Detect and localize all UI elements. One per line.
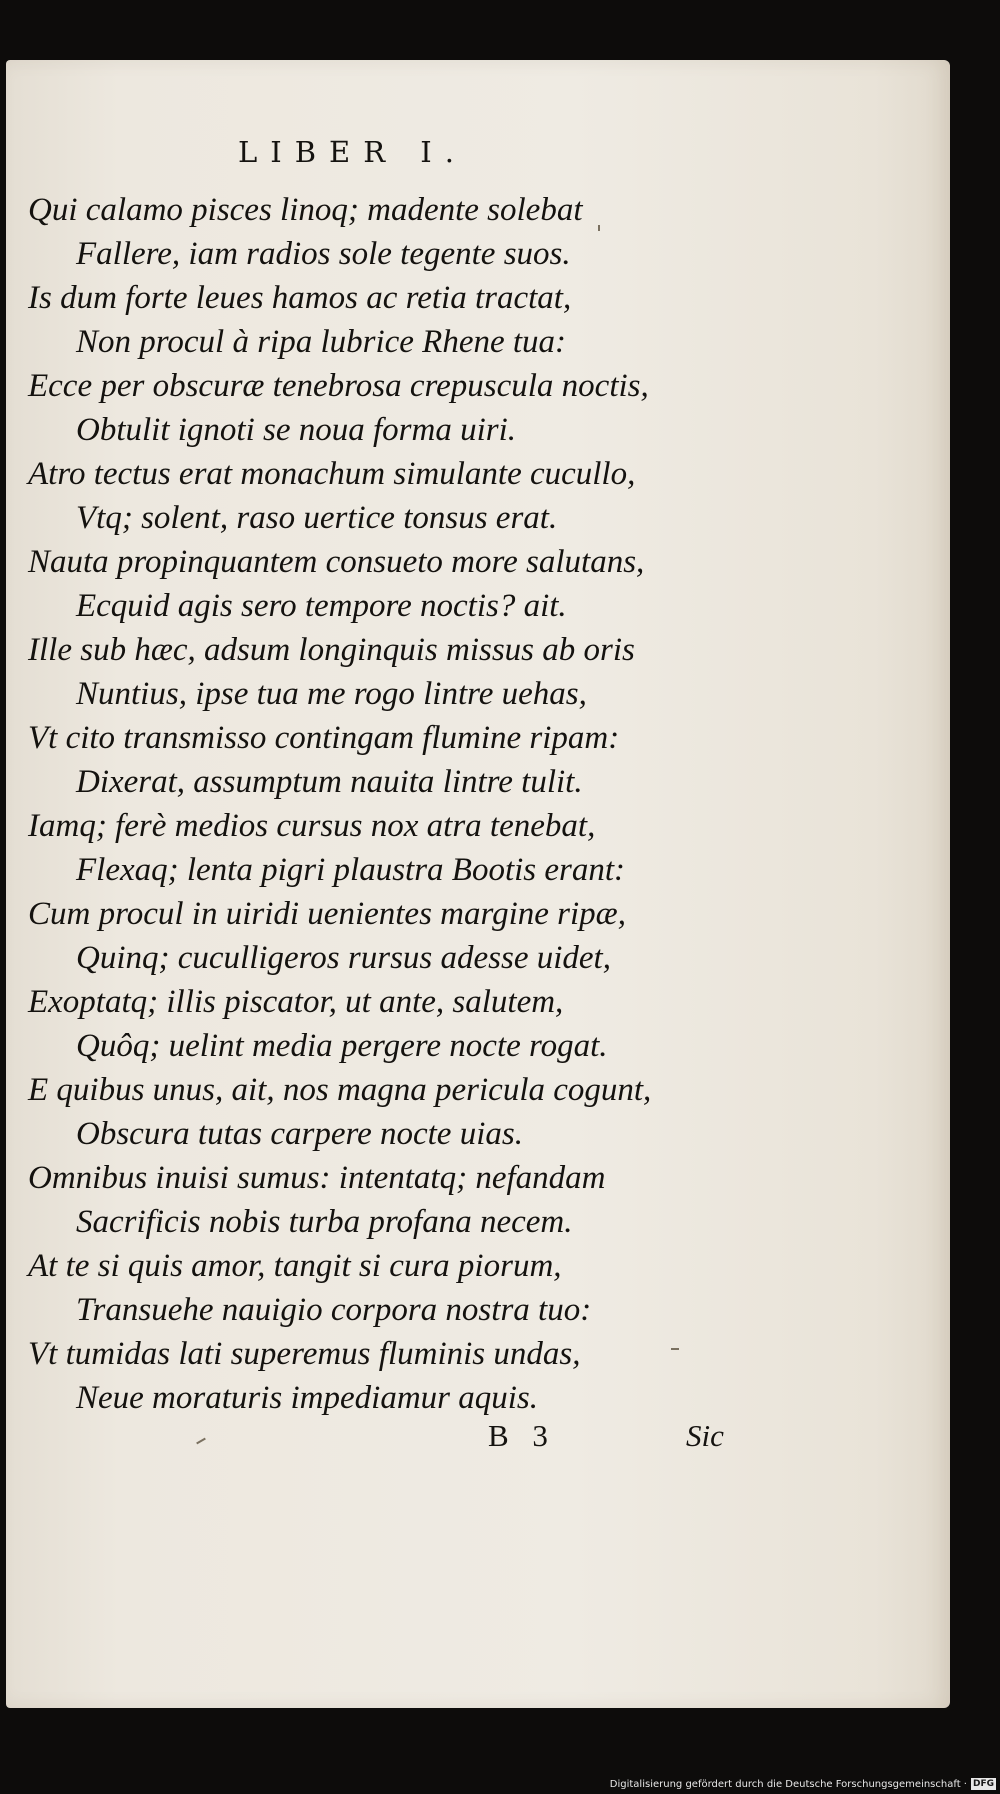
verse-line: Obtulit ignoti se noua forma uiri. xyxy=(76,412,517,448)
verse-line: Obscura tutas carpere nocte uias. xyxy=(76,1116,523,1152)
verse-line: Flexaq; lenta pigri plaustra Bootis erant: xyxy=(76,852,626,888)
verse-line: Vt cito transmisso contingam flumine ripam: xyxy=(28,720,620,756)
verse-text xyxy=(6,188,906,1420)
verse-line: E quibus unus, ait, nos magna pericula cogunt, xyxy=(28,1072,652,1108)
verse-line: Is dum forte leues hamos ac retia tractat, xyxy=(28,280,572,316)
verse-line: At te si quis amor, tangit si cura piorum, xyxy=(28,1248,562,1284)
margin-speck xyxy=(598,225,600,231)
signature-mark: B 3 xyxy=(488,1418,556,1453)
verse-line: Vtq; solent, raso uertice tonsus erat. xyxy=(76,500,558,536)
margin-speck xyxy=(671,1348,679,1350)
verse-line: Nauta propinquantem consueto more salutans, xyxy=(28,544,645,580)
running-title: LIBER I. xyxy=(238,135,467,169)
verse-line: Quôq; uelint media pergere nocte rogat. xyxy=(76,1028,608,1064)
dfg-logo: DFG xyxy=(972,1779,994,1789)
verse-line: Quinq; cuculligeros rursus adesse uidet, xyxy=(76,940,611,976)
verse-line: Ecquid agis sero tempore noctis? ait. xyxy=(76,588,567,624)
verse-line: Ille sub hæc, adsum longinquis missus ab oris xyxy=(28,632,635,668)
verse-line: Qui calamo pisces linoq; madente solebat xyxy=(28,192,583,228)
margin-speck xyxy=(196,1438,206,1445)
verse-line: Sacrificis nobis turba profana necem. xyxy=(76,1204,573,1240)
digitization-credit xyxy=(610,1778,996,1790)
verse-line: Iamq; ferè medios cursus nox atra tenebat, xyxy=(28,808,596,844)
credit-text: Digitalisierung gefördert durch die Deutsche Forschungsgemeinschaft · xyxy=(609,1778,967,1790)
verse-line: Non procul à ripa lubrice Rhene tua: xyxy=(76,324,567,360)
verse-line: Cum procul in uiridi uenientes margine ripæ, xyxy=(28,896,626,932)
verse-line: Exoptatq; illis piscator, ut ante, salutem, xyxy=(28,984,564,1020)
verse-line: Omnibus inuisi sumus: intentatq; nefandam xyxy=(28,1160,606,1196)
verse-line: Vt tumidas lati superemus fluminis undas, xyxy=(28,1336,581,1372)
verse-line: Transuehe nauigio corpora nostra tuo: xyxy=(76,1292,592,1328)
verse-line: Dixerat, assumptum nauita lintre tulit. xyxy=(76,764,583,800)
catchword: Sic xyxy=(686,1418,724,1453)
verse-line: Nuntius, ipse tua me rogo lintre uehas, xyxy=(76,676,587,712)
verse-line: Atro tectus erat monachum simulante cucullo, xyxy=(28,456,636,492)
verse-line: Ecce per obscuræ tenebrosa crepuscula noctis, xyxy=(28,368,649,404)
verse-line: Fallere, iam radios sole tegente suos. xyxy=(76,236,571,272)
book-page xyxy=(6,60,950,1708)
verse-line: Neue moraturis impediamur aquis. xyxy=(76,1380,538,1416)
